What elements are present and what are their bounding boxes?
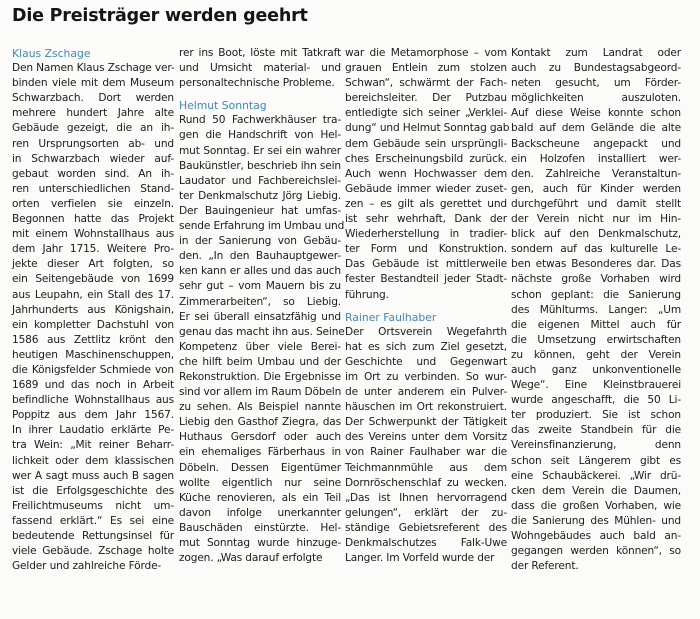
text-line: sende Erfahrung im Umbau und bbox=[179, 220, 345, 233]
text-line: Wege“. Eine Kleinstbrauerei bbox=[511, 379, 681, 392]
text-line: des Vereins unter dem Vorsitz bbox=[345, 431, 507, 444]
text-line: Küche renovieren, als ein Teil bbox=[179, 491, 341, 504]
text-line: Schwan“, schwärmt der Fach- bbox=[345, 77, 507, 90]
text-line: gen, auch für Kinder werden bbox=[511, 182, 681, 195]
text-line: tra Wein: „Mit reiner Beharr- bbox=[12, 439, 174, 452]
text-line: Der Bauingenieur hat umfas- bbox=[179, 204, 341, 217]
text-line: orten verfielen sie einzeln. bbox=[12, 197, 174, 210]
article-column-4 bbox=[511, 46, 681, 574]
text-line: Backscheune angepackt und bbox=[511, 137, 681, 150]
text-line: blick auf den Denkmalschutz, bbox=[511, 228, 681, 241]
text-line: Auch wenn Hochwasser dem bbox=[345, 167, 507, 180]
text-line: gegangen werden können“, so bbox=[511, 545, 681, 558]
text-line: Laudator und Fachbereichslei- bbox=[179, 174, 341, 187]
text-line: rer ins Boot, löste mit Tatkraft bbox=[179, 47, 341, 59]
article-headline: Die Preisträger werden geehrt bbox=[12, 6, 308, 26]
text-line: dem Jahr 1715. Weitere Pro- bbox=[12, 243, 174, 256]
text-line: Liebig den Gasthof Ziegra, das bbox=[179, 416, 341, 429]
text-line: möglichkeiten auszuloten. bbox=[511, 92, 681, 105]
text-line: sehr gut – vom Mauern bis zu bbox=[179, 280, 341, 293]
article-column-3 bbox=[345, 46, 510, 566]
text-line: Zimmerarbeiten“, so Liebig. bbox=[179, 295, 341, 308]
text-line: zu sehen. Als Beispiel nannte bbox=[179, 401, 341, 414]
text-line: bereichsleiter. Der Putzbau bbox=[345, 92, 507, 105]
text-line: ches Erscheinungsbild zurück. bbox=[345, 152, 507, 165]
text-line: gebaut worden sind. An ih- bbox=[12, 167, 174, 180]
text-line: Wiederherstellung in tradier- bbox=[345, 228, 507, 241]
text-line: Kompetenz über viele Berei- bbox=[179, 340, 341, 353]
text-line: auch zu Bundestagsabgeord- bbox=[511, 62, 681, 75]
paragraph bbox=[511, 46, 681, 574]
paragraph bbox=[179, 113, 345, 566]
text-line: Langer. Im Vorfeld wurde der bbox=[345, 552, 495, 565]
text-line: Schwarzbach. Dort werden bbox=[12, 92, 174, 105]
text-line: von Rainer Faulhaber war die bbox=[345, 446, 507, 459]
text-line: fassend erklärt.“ Es sei eine bbox=[12, 514, 174, 527]
text-line: Rekonstruktion. Die Ergebnisse bbox=[179, 370, 341, 383]
text-line: das zweite Standbein für die bbox=[511, 424, 681, 437]
text-line: Gebäude immer wieder zuset- bbox=[345, 182, 507, 195]
text-line: ein Holzofen installiert wer- bbox=[511, 152, 681, 165]
text-line: Er sei überall einsatzfähig und bbox=[179, 310, 341, 323]
text-line: Bauschäden einstürzte. Hel- bbox=[179, 521, 341, 534]
text-line: mut Sonntag. Er sei ein wahrer bbox=[179, 144, 341, 157]
text-line: Wohngebäudes auch bald an- bbox=[511, 530, 681, 542]
text-line: genau das macht ihn aus. Seine bbox=[179, 325, 345, 338]
text-line: den. Zahlreiche Veranstaltun- bbox=[511, 167, 681, 180]
text-line: 1689 und das noch in Arbeit bbox=[12, 379, 174, 392]
text-line: ist sehr wehrhaft, Dank der bbox=[345, 213, 507, 226]
text-line: nächste große Vorhaben wird bbox=[511, 273, 681, 286]
text-line: Baukünstler, beschrieb ihn sein bbox=[179, 159, 341, 172]
text-line: mehrere hundert Jahre alte bbox=[12, 107, 174, 120]
text-line: zen – es gilt als gerettet und bbox=[345, 197, 507, 210]
text-line: jekte dieser Art folgten, so bbox=[12, 258, 174, 271]
text-line: neten gesucht, um Förder- bbox=[511, 77, 681, 90]
text-line: durchgeführt und damit stellt bbox=[511, 197, 681, 210]
text-line: Freilichtmuseums nicht um- bbox=[12, 499, 174, 512]
text-line: Denkmalschutzes Falk-Uwe bbox=[345, 537, 507, 549]
text-line: der Referent. bbox=[511, 560, 579, 573]
text-line: sind vor allem im Raum Döbeln bbox=[179, 386, 342, 399]
section-gap bbox=[345, 303, 507, 310]
text-line: che hilft beim Umbau und der bbox=[179, 355, 341, 368]
text-line: auch ganz unkonventionelle bbox=[511, 363, 681, 376]
text-line: gen die Handschrift von Hel- bbox=[179, 129, 341, 142]
text-line: personaltechnische Probleme. bbox=[179, 77, 335, 90]
paragraph bbox=[345, 325, 507, 567]
text-line: war die Metamorphose – vom bbox=[345, 47, 507, 59]
text-line: eine Schaubäckerei. „Wir drü- bbox=[511, 469, 681, 482]
text-line: die Königsfelder Schmiede von bbox=[12, 363, 174, 376]
text-line: im Ort zu verbinden. So wur- bbox=[345, 370, 507, 383]
text-line: mut Sonntag wurde hinzuge- bbox=[179, 537, 341, 549]
text-line: in der Sanierung von Gebäu- bbox=[179, 235, 341, 248]
text-line: bedeutende Rettungsinsel für bbox=[12, 530, 174, 542]
text-line: befindliche Wohnstallhaus aus bbox=[12, 394, 174, 407]
text-line: Jahrhunderts aus Königshain, bbox=[12, 303, 174, 316]
text-line: Dornröschenschlaf zu wecken. bbox=[345, 476, 507, 489]
text-line: die Sanierung des Mühlen- und bbox=[511, 514, 681, 527]
text-line: bald auf dem Gelände die alte bbox=[511, 122, 681, 135]
text-line: Den Namen Klaus Zschage ver- bbox=[12, 62, 175, 75]
section-subheading: Helmut Sonntag bbox=[179, 99, 267, 113]
text-line: de unter anderem ein Pulver- bbox=[345, 386, 507, 399]
text-line: Auf diese Weise konnte schon bbox=[511, 107, 681, 120]
text-line: und Umsicht material- und bbox=[179, 62, 341, 75]
text-line: dass die großen Vorhaben, wie bbox=[511, 499, 681, 512]
text-line: Poppitz aus dem Jahr 1567. bbox=[12, 409, 174, 422]
text-line: davon infolge unerkannter bbox=[179, 506, 341, 519]
text-line: entledigte sich seiner „Verklei- bbox=[345, 107, 507, 120]
text-line: den. „In den Bauhauptgewer- bbox=[179, 250, 341, 263]
text-line: Der Ortsverein Wegefahrth bbox=[345, 325, 507, 338]
text-line: Huthaus Gersdorf oder auch bbox=[179, 431, 341, 444]
article-column-1 bbox=[12, 46, 174, 574]
text-line: ken kann er alles und das auch bbox=[179, 265, 341, 278]
text-line: dung“ und Helmut Sonntag gab bbox=[345, 122, 510, 135]
text-line: Rund 50 Fachwerkhäuser tra- bbox=[179, 114, 341, 127]
text-line: „Das ist Ihnen hervorragend bbox=[345, 491, 507, 504]
text-line: Begonnen hatte das Projekt bbox=[12, 213, 174, 226]
text-line: grauen Entlein zum stolzen bbox=[345, 62, 507, 75]
text-line: ben etwas Besonderes dar. Das bbox=[511, 258, 681, 271]
text-line: des Mühlturms. Langer: „Um bbox=[511, 303, 681, 316]
text-line: ter produziert. Sie ist schon bbox=[511, 409, 681, 422]
text-line: ren unterschiedlichen Stand- bbox=[12, 182, 174, 195]
text-line: lichkeit oder dem klassischen bbox=[12, 454, 174, 467]
text-line: ein Seitengebäude von 1699 bbox=[12, 273, 174, 286]
text-line: schon geplant: die Sanierung bbox=[511, 288, 681, 301]
text-line: die eigenen Mittel auch für bbox=[511, 318, 681, 331]
section-subheading: Klaus Zschage bbox=[12, 47, 91, 60]
text-line: die Umsetzung erwirtschaften bbox=[511, 333, 681, 346]
text-line: Döbeln. Dessen Eigentümer bbox=[179, 461, 341, 474]
paragraph bbox=[12, 61, 174, 574]
text-line: ein kompletter Dachstuhl von bbox=[12, 318, 174, 331]
text-line: In ihrer Laudatio erklärte Pe- bbox=[12, 424, 174, 437]
text-line: Das Gebäude ist mittlerweile bbox=[345, 258, 507, 271]
paragraph bbox=[179, 46, 341, 91]
text-line: ein ehemaliges Färberhaus in bbox=[179, 446, 341, 459]
section-subheading: Rainer Faulhaber bbox=[345, 310, 437, 324]
text-line: ist die Erfolgsgeschichte des bbox=[12, 484, 174, 497]
text-line: schon seit Längerem gibt es bbox=[511, 454, 681, 467]
text-line: Gelder und zahlreiche Förde- bbox=[12, 560, 162, 573]
article-column-2 bbox=[179, 46, 345, 566]
text-line: 1586 aus Zettlitz krönt den bbox=[12, 333, 174, 346]
text-line: Geschichte und Gegenwart bbox=[345, 355, 507, 368]
text-line: binden viele mit dem Museum bbox=[12, 77, 174, 90]
text-line: viele Gebäude. Zschage holte bbox=[12, 545, 174, 558]
text-line: sondern auf das kulturelle Le- bbox=[511, 243, 681, 256]
text-line: Kontakt zum Landrat oder bbox=[511, 47, 681, 59]
text-line: ter Form und Konstruktion. bbox=[345, 243, 507, 256]
text-line: mit einem Wohnstallhaus aus bbox=[12, 228, 174, 241]
text-line: führung. bbox=[345, 288, 389, 301]
paragraph bbox=[345, 46, 510, 303]
text-line: ren Ursprungsorten ab- und bbox=[12, 137, 174, 150]
text-line: hat es sich zum Ziel gesetzt, bbox=[345, 340, 507, 353]
text-line: Vereinsfinanzierung, denn bbox=[511, 439, 681, 452]
text-line: gelungen“, erklärt der zu- bbox=[345, 506, 507, 519]
text-line: zu können, geht der Verein bbox=[511, 348, 681, 361]
text-line: wurde angeschafft, die 50 Li- bbox=[511, 394, 681, 407]
text-line: wollte eigentlich nur seine bbox=[179, 476, 341, 489]
text-line: cken dem Verein die Daumen, bbox=[511, 484, 681, 497]
text-line: ter Denkmalschutz Jörg Liebig. bbox=[179, 189, 341, 202]
section-gap bbox=[179, 91, 341, 98]
text-line: zogen. „Was darauf erfolgte bbox=[179, 552, 323, 565]
text-line: häuschen im Ort rekonstruiert. bbox=[345, 401, 507, 414]
text-line: ständige Gebietsreferent des bbox=[345, 521, 507, 534]
text-line: fester Bestandteil jeder Stadt- bbox=[345, 273, 507, 286]
text-line: in Schwarzbach wieder auf- bbox=[12, 152, 174, 165]
text-line: aus Leupahn, ein Stall des 17. bbox=[12, 288, 174, 301]
text-line: dem Gebäude sein ursprüngli- bbox=[345, 137, 507, 150]
text-line: Der Schwerpunkt der Tätigkeit bbox=[345, 416, 507, 429]
text-line: der Verein nicht nur im Hin- bbox=[511, 213, 681, 226]
text-line: heutigen Maschinenschuppen, bbox=[12, 348, 174, 361]
text-line: wer A sagt muss auch B sagen bbox=[12, 469, 174, 482]
text-line: Teichmannmühle aus dem bbox=[345, 461, 507, 474]
text-line: Gebäude gezeigt, die an ih- bbox=[12, 122, 174, 135]
